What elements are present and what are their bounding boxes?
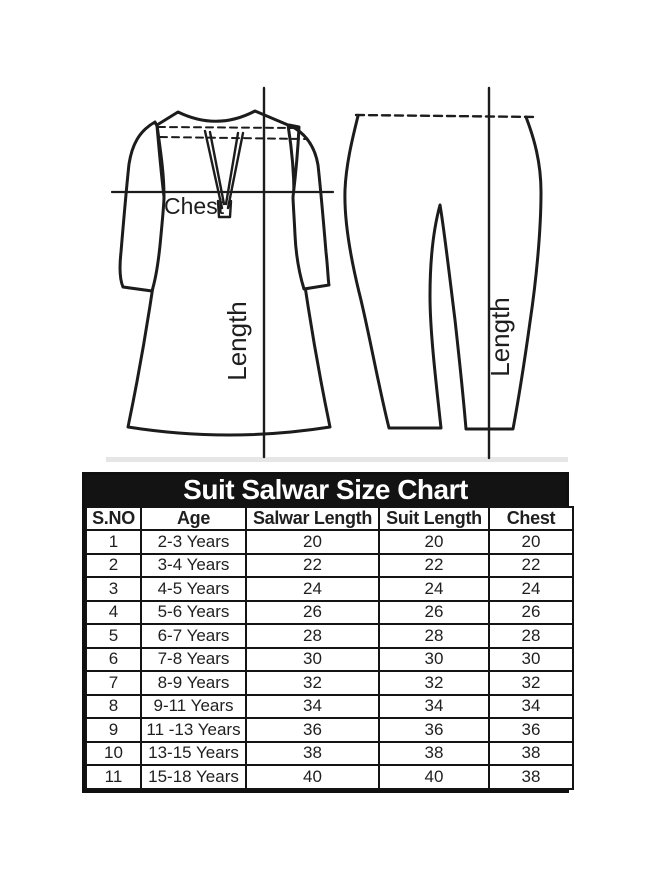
cell-sno: 4 [86,601,141,625]
cell-sno: 2 [86,554,141,578]
cell-salwar-length: 32 [246,671,379,695]
cell-sno: 11 [86,765,141,789]
table-row [86,671,573,695]
col-header-sno: S.NO [86,507,141,530]
cell-chest: 38 [489,742,573,766]
cell-sno: 3 [86,577,141,601]
cell-salwar-length: 22 [246,554,379,578]
cell-chest: 38 [489,765,573,789]
cell-suit-length: 40 [379,765,489,789]
cell-suit-length: 20 [379,530,489,554]
cell-chest: 24 [489,577,573,601]
cell-salwar-length: 30 [246,648,379,672]
cell-age: 11 -13 Years [141,718,246,742]
kurta-left-sleeve [120,122,164,291]
cell-sno: 1 [86,530,141,554]
cell-salwar-length: 24 [246,577,379,601]
table-row [86,554,573,578]
cell-sno: 9 [86,718,141,742]
cell-salwar-length: 28 [246,624,379,648]
cell-salwar-length: 26 [246,601,379,625]
cell-chest: 28 [489,624,573,648]
cell-sno: 7 [86,671,141,695]
table-row [86,577,573,601]
cell-suit-length: 28 [379,624,489,648]
salwar-length-label: Length [485,297,515,377]
cell-suit-length: 26 [379,601,489,625]
table-row [86,765,573,789]
cell-age: 5-6 Years [141,601,246,625]
cell-salwar-length: 34 [246,695,379,719]
table-row [86,695,573,719]
col-header-suit-length: Suit Length [379,507,489,530]
cell-chest: 32 [489,671,573,695]
cell-chest: 36 [489,718,573,742]
size-table-grid [85,506,574,790]
col-header-age: Age [141,507,246,530]
kurta-length-label: Length [222,301,252,381]
cell-suit-length: 30 [379,648,489,672]
cell-salwar-length: 38 [246,742,379,766]
cell-age: 15-18 Years [141,765,246,789]
cell-suit-length: 22 [379,554,489,578]
cell-age: 4-5 Years [141,577,246,601]
table-row [86,718,573,742]
cell-salwar-length: 40 [246,765,379,789]
cell-sno: 6 [86,648,141,672]
table-row [86,742,573,766]
cell-suit-length: 24 [379,577,489,601]
cell-sno: 8 [86,695,141,719]
size-table-body [86,530,573,789]
shadow-band [106,457,568,462]
cell-age: 2-3 Years [141,530,246,554]
cell-age: 13-15 Years [141,742,246,766]
cell-age: 9-11 Years [141,695,246,719]
cell-suit-length: 36 [379,718,489,742]
cell-salwar-length: 20 [246,530,379,554]
cell-chest: 26 [489,601,573,625]
table-row [86,530,573,554]
table-header-row [86,507,573,530]
col-header-salwar-length: Salwar Length [246,507,379,530]
cell-age: 3-4 Years [141,554,246,578]
cell-chest: 20 [489,530,573,554]
table-row [86,601,573,625]
cell-age: 6-7 Years [141,624,246,648]
cell-age: 8-9 Years [141,671,246,695]
size-table [82,472,569,793]
cell-suit-length: 34 [379,695,489,719]
cell-chest: 30 [489,648,573,672]
table-row [86,624,573,648]
cell-sno: 5 [86,624,141,648]
cell-chest: 22 [489,554,573,578]
cell-sno: 10 [86,742,141,766]
table-row [86,648,573,672]
salwar-outline [345,116,541,429]
col-header-chest: Chest [489,507,573,530]
cell-salwar-length: 36 [246,718,379,742]
table-title: Suit Salwar Size Chart [85,475,566,506]
cell-chest: 34 [489,695,573,719]
cell-age: 7-8 Years [141,648,246,672]
chest-label: Chest [164,193,225,219]
cell-suit-length: 38 [379,742,489,766]
cell-suit-length: 32 [379,671,489,695]
